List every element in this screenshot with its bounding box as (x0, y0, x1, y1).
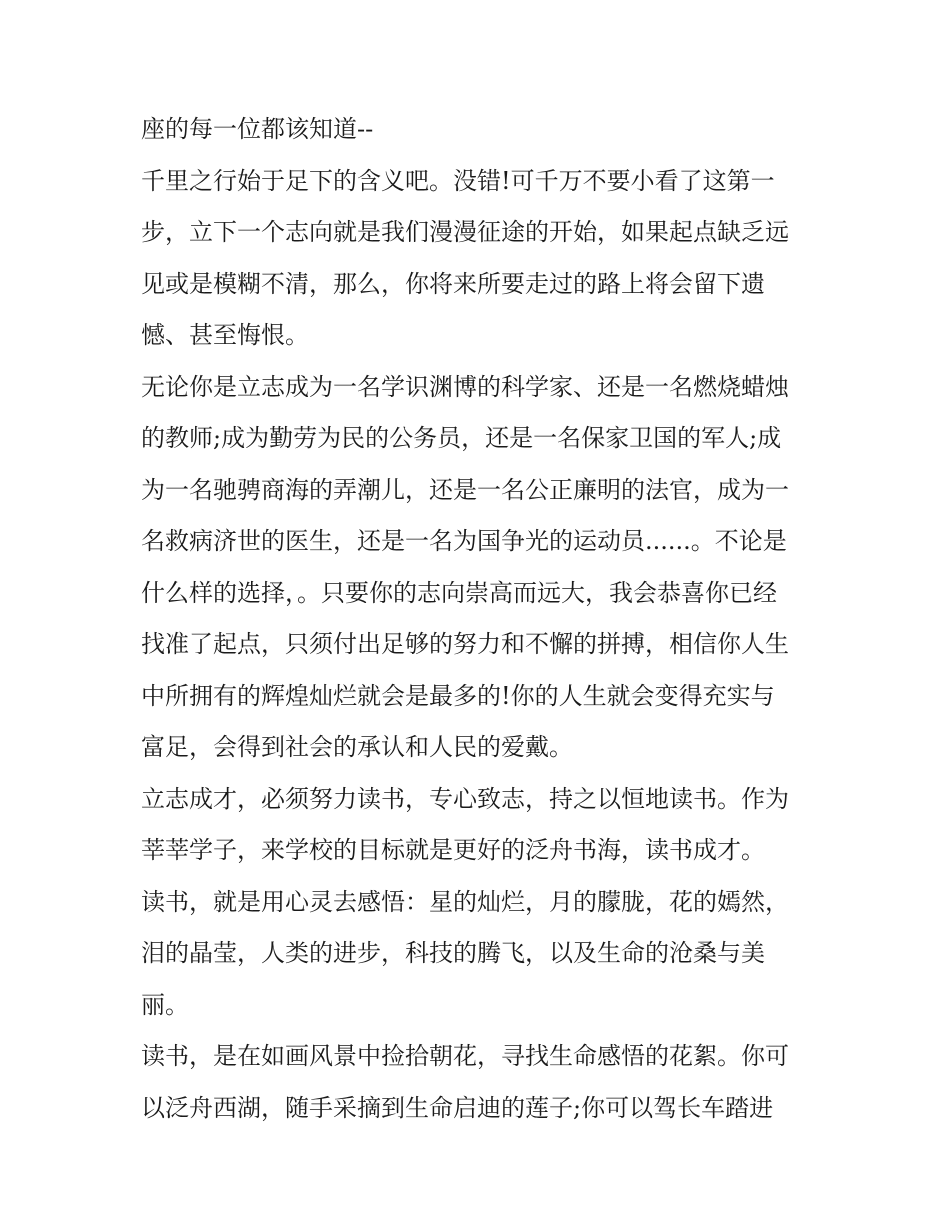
text-line: 读书，是在如画风景中捡拾朝花，寻找生命感悟的花絮。你可 (141, 1042, 789, 1070)
text-line: 丽。 (141, 990, 189, 1019)
text-line: 找准了起点，只须付出足够的努力和不懈的拼搏，相信你人生 (141, 630, 789, 658)
text-line: 立志成才，必须努力读书，专心致志，持之以恒地读书。作为 (141, 784, 789, 813)
text-line: 憾、甚至悔恨。 (141, 321, 309, 349)
text-line: 莘莘学子，来学校的目标就是更好的泛舟书海，读书成才。 (141, 836, 765, 864)
document-body (141, 104, 816, 1134)
text-line: 名救病济世的医生，还是一名为国争光的运动员......。不论是 (141, 527, 787, 555)
text-line: 千里之行始于足下的含义吧。没错!可千万不要小看了这第一 (141, 166, 775, 195)
text-line: 步，立下一个志向就是我们漫漫征途的开始，如果起点缺乏远 (141, 218, 789, 246)
text-line: 无论你是立志成为一名学识渊博的科学家、还是一名燃烧蜡烛 (141, 372, 789, 401)
text-line: 读书，就是用心灵去感悟：星的灿烂，月的朦胧，花的嫣然， (141, 887, 789, 916)
text-line: 以泛舟西湖，随手采摘到生命启迪的莲子;你可以驾长车踏进 (141, 1093, 774, 1122)
text-line: 什么样的选择，。只要你的志向崇高而远大，我会恭喜你已经 (141, 578, 777, 607)
text-line: 的教师;成为勤劳为民的公务员，还是一名保家卫国的军人;成 (141, 424, 782, 452)
text-line: 座的每一位都该知道-- (141, 115, 374, 143)
text-line: 中所拥有的辉煌灿烂就会是最多的!你的人生就会变得充实与 (141, 681, 775, 710)
text-line: 泪的晶莹，人类的进步，科技的腾飞，以及生命的沧桑与美 (141, 939, 765, 967)
text-line: 富足，会得到社会的承认和人民的爱戴。 (141, 733, 573, 761)
text-line: 见或是模糊不清，那么，你将来所要走过的路上将会留下遗 (141, 269, 765, 298)
text-line: 为一名驰骋商海的弄潮儿，还是一名公正廉明的法官，成为一 (141, 475, 789, 504)
